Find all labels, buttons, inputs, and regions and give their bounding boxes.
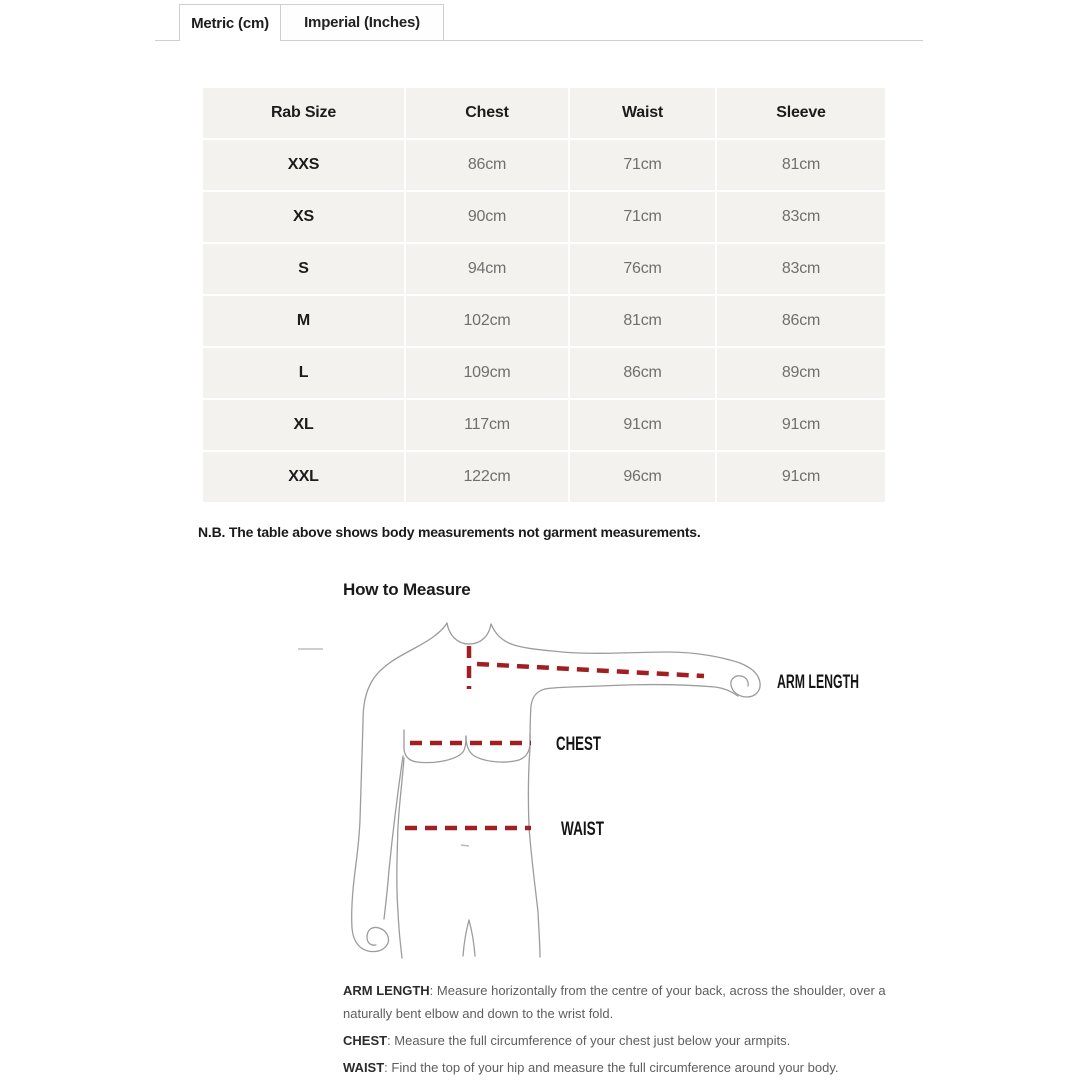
body-outline xyxy=(352,623,761,958)
chest-value: 94cm xyxy=(406,244,568,294)
measurement-lines xyxy=(405,646,704,828)
column-header-size: Rab Size xyxy=(203,88,404,138)
arm-length-instruction-text: : Measure horizontally from the centre of your back, across the shoulder, over a naturally bent elbow and down to the wrist fold. xyxy=(343,983,886,1021)
column-header-chest: Chest xyxy=(406,88,568,138)
sleeve-value: 89cm xyxy=(717,348,885,398)
arm-length-instruction xyxy=(343,979,913,1025)
size-label: S xyxy=(203,244,404,294)
waist-instruction-text: : Find the top of your hip and measure the full circumference around your body. xyxy=(384,1060,839,1075)
sleeve-value: 91cm xyxy=(717,400,885,450)
size-label: XXL xyxy=(203,452,404,502)
waist-value: 96cm xyxy=(570,452,715,502)
navel-mark xyxy=(461,845,469,846)
waist-value: 91cm xyxy=(570,400,715,450)
body-measurements-note: N.B. The table above shows body measurements not garment measurements. xyxy=(198,524,701,540)
chest-instruction-text: : Measure the full circumference of your chest just below your armpits. xyxy=(387,1033,791,1048)
sleeve-value: 81cm xyxy=(717,140,885,190)
measurement-instructions xyxy=(343,979,913,1080)
chest-value: 90cm xyxy=(406,192,568,242)
chest-value: 109cm xyxy=(406,348,568,398)
tab-imperial-inches[interactable]: Imperial (Inches) xyxy=(281,4,444,40)
size-label: L xyxy=(203,348,404,398)
diagram-label-waist: WAIST xyxy=(561,819,605,840)
waist-value: 86cm xyxy=(570,348,715,398)
arm-length-line xyxy=(477,664,704,676)
sleeve-value: 83cm xyxy=(717,192,885,242)
size-label: M xyxy=(203,296,404,346)
chest-value: 117cm xyxy=(406,400,568,450)
size-label: XL xyxy=(203,400,404,450)
diagram-label-chest: CHEST xyxy=(556,734,602,755)
waist-instruction xyxy=(343,1056,913,1079)
how-to-measure-heading: How to Measure xyxy=(343,580,471,599)
waist-value: 76cm xyxy=(570,244,715,294)
waist-value: 71cm xyxy=(570,140,715,190)
chest-value: 122cm xyxy=(406,452,568,502)
waist-value: 81cm xyxy=(570,296,715,346)
arm-length-instruction-label: ARM LENGTH xyxy=(343,983,430,998)
sleeve-value: 83cm xyxy=(717,244,885,294)
diagram-label-arm-length: ARM LENGTH xyxy=(777,672,859,693)
sleeve-value: 91cm xyxy=(717,452,885,502)
column-header-sleeve: Sleeve xyxy=(717,88,885,138)
sleeve-value: 86cm xyxy=(717,296,885,346)
waist-instruction-label: WAIST xyxy=(343,1060,385,1075)
chest-value: 102cm xyxy=(406,296,568,346)
tab-metric-cm[interactable]: Metric (cm) xyxy=(179,4,281,41)
size-label: XS xyxy=(203,192,404,242)
column-header-waist: Waist xyxy=(570,88,715,138)
chest-instruction-label: CHEST xyxy=(343,1033,388,1048)
chest-value: 86cm xyxy=(406,140,568,190)
size-label: XXS xyxy=(203,140,404,190)
chest-instruction xyxy=(343,1029,913,1052)
waist-value: 71cm xyxy=(570,192,715,242)
